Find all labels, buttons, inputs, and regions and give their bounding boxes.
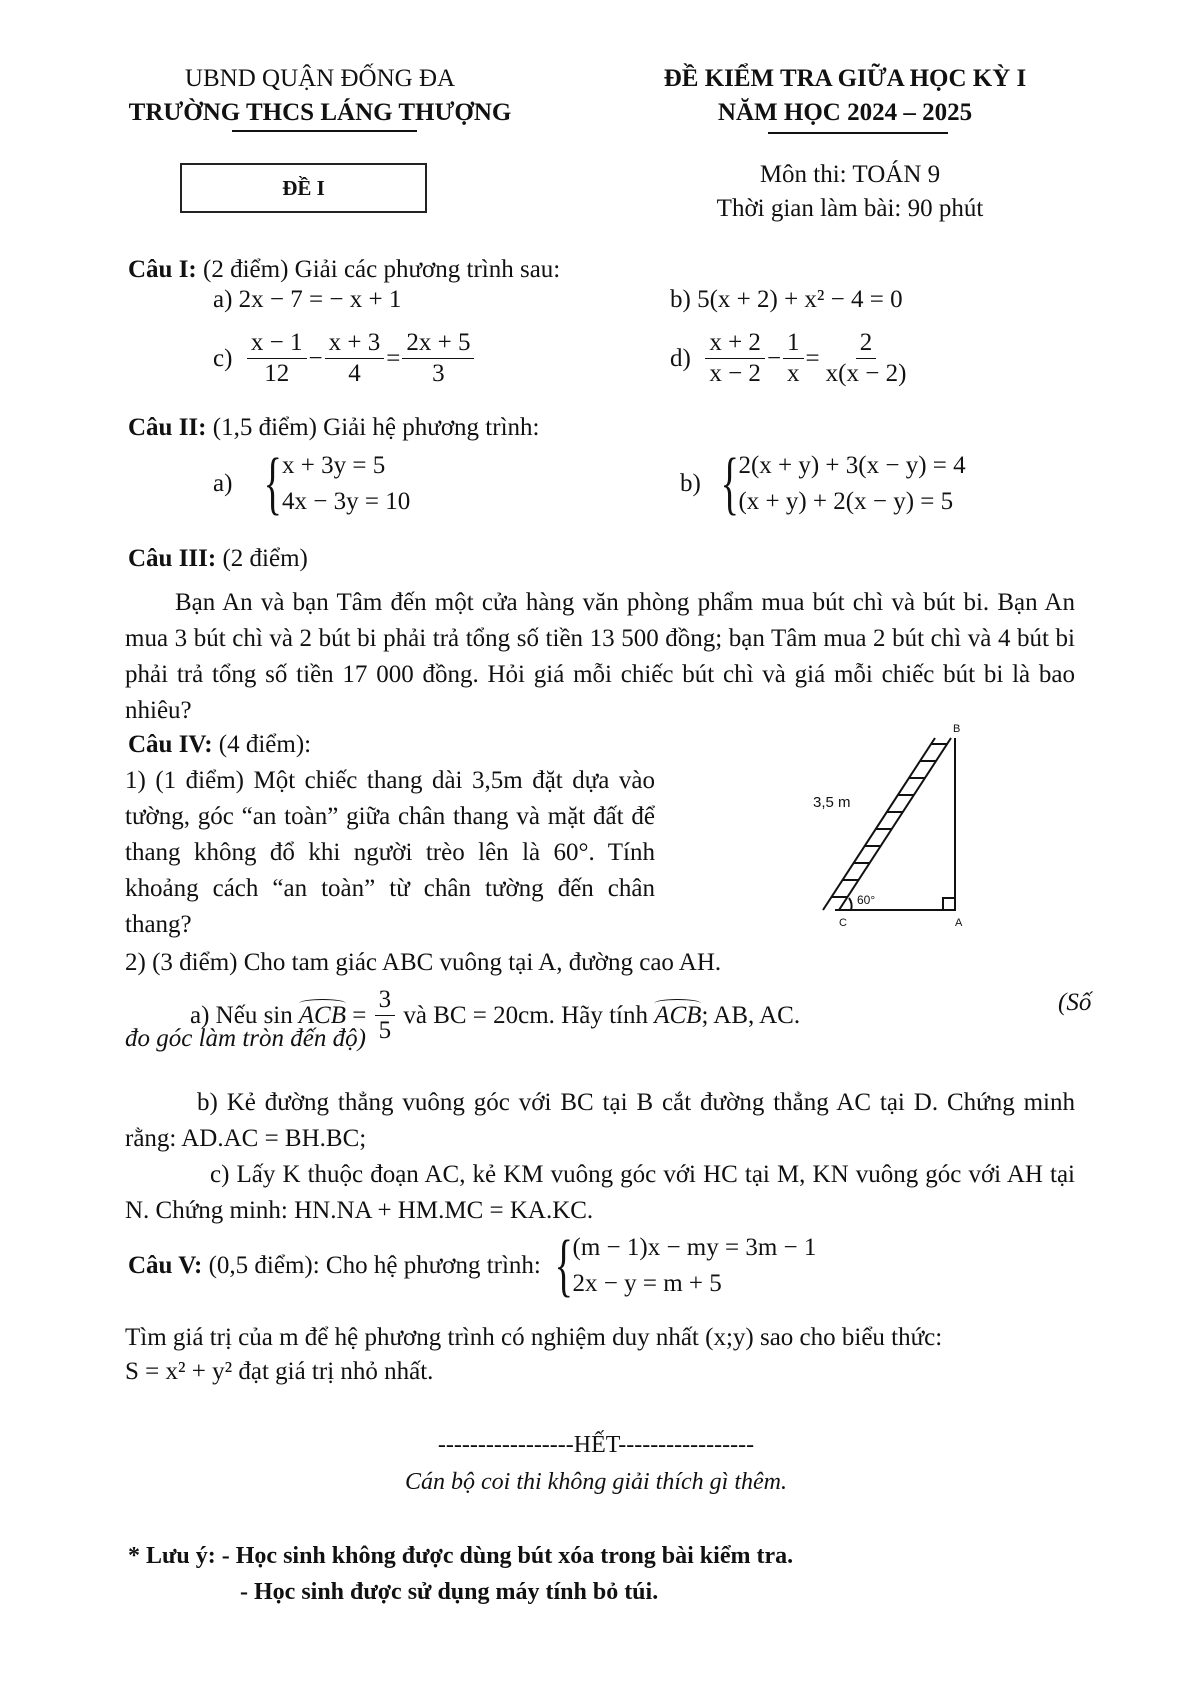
q2-title: Câu II: <box>128 414 207 441</box>
fraction <box>783 328 804 389</box>
q5-desc: (0,5 điểm): Cho hệ phương trình: <box>202 1252 541 1279</box>
numerator: 3 <box>375 985 396 1016</box>
equation-line: 2(x + y) + 3(x − y) = 4 <box>738 452 966 479</box>
q2-b-label: b) <box>680 470 701 497</box>
q4a-prefix: a) Nếu <box>190 1001 264 1029</box>
q4a-post: ; AB, AC. <box>701 1001 807 1029</box>
denominator: 3 <box>432 360 445 387</box>
q2-a-label: a) <box>213 470 233 497</box>
q4-part2-b: b) Kẻ đường thẳng vuông góc với BC tại B cắt đường thẳng AC tại D. Chứng minh rằng: AD.AC = BH.BC; <box>125 1089 1075 1152</box>
q1-a <box>213 286 401 314</box>
q3-title: Câu III: <box>128 545 217 572</box>
exam-code-box <box>180 163 427 213</box>
label-a: A <box>955 917 963 928</box>
header-right <box>620 62 1070 130</box>
time-label: Thời gian làm bài: 90 phút <box>716 195 984 222</box>
numerator: 1 <box>783 328 804 359</box>
q1-c-label: c) <box>213 344 233 372</box>
ladder-rail <box>823 738 935 910</box>
angle-acb: ACB <box>298 1001 346 1029</box>
fraction <box>705 328 765 389</box>
q1-heading <box>128 252 560 288</box>
angle-acb: ACB <box>654 1001 702 1029</box>
q1-d-label: d) <box>670 344 691 372</box>
equation-line: 2x − y = m + 5 <box>572 1270 722 1297</box>
equation-line: (x + y) + 2(x − y) = 5 <box>738 488 954 515</box>
label-c: C <box>839 917 847 928</box>
q1-a-expr: 2x − 7 = − x + 1 <box>238 286 402 313</box>
denominator: 12 <box>264 360 290 387</box>
q4-part2-a <box>190 985 806 1046</box>
exam-title: ĐỀ KIỂM TRA GIỮA HỌC KỲ I <box>663 65 1027 92</box>
header-left <box>110 62 530 130</box>
q1-d <box>670 328 912 389</box>
fraction <box>375 985 396 1046</box>
q4-part1: 1) (1 điểm) Một chiếc thang dài 3,5m đặt dựa vào tường, góc “an toàn” giữa chân thang và mặt đất để thang không đổ khi người trèo lên là 60°. Tính khoảng cách “an toàn” từ chân tường đến chân thang? <box>125 767 655 938</box>
school-underline <box>232 130 417 132</box>
exam-info <box>640 158 1060 226</box>
q4-part2: 2) (3 điểm) Cho tam giác ABC vuông tại A, đường cao AH. <box>125 949 722 976</box>
q5-title: Câu V: <box>128 1252 203 1279</box>
q5-heading <box>128 1227 817 1304</box>
q4-heading <box>128 727 311 763</box>
footer-note-1: * Lưu ý: - Học sinh không được dùng bút xóa trong bài kiểm tra. <box>128 1543 794 1569</box>
q5-text1: Tìm giá trị của m để hệ phương trình có nghiệm duy nhất (x;y) sao cho biểu thức: <box>125 1324 943 1351</box>
angle-arc <box>849 898 852 910</box>
operator: = <box>386 344 401 372</box>
fraction <box>402 328 474 389</box>
angle-label: 60° <box>857 893 876 907</box>
fraction <box>325 328 385 389</box>
q4a-note-text: (Số đo góc làm tròn đến độ) <box>125 989 1092 1052</box>
operator: = <box>345 1001 373 1029</box>
numerator: x − 1 <box>247 328 307 359</box>
q2-a <box>213 445 411 522</box>
school-year: NĂM HỌC 2024 – 2025 <box>717 99 973 126</box>
numerator: 2 <box>856 328 877 359</box>
numerator: x + 2 <box>705 328 765 359</box>
q1-b-expr: 5(x + 2) + x² − 4 = 0 <box>697 286 903 313</box>
end-note: Cán bộ coi thi không giải thích gì thêm. <box>405 1469 787 1495</box>
school-name: TRƯỜNG THCS LÁNG THƯỢNG <box>128 99 512 126</box>
denominator: x(x − 2) <box>825 360 907 387</box>
q2-desc: (1,5 điểm) Giải hệ phương trình: <box>206 414 540 441</box>
right-angle-mark <box>943 898 955 910</box>
exam-code: ĐỀ I <box>282 175 325 200</box>
brace-icon: { <box>554 1227 573 1304</box>
q3-heading <box>128 541 308 577</box>
operator: = <box>805 344 820 372</box>
ladder-figure <box>805 718 985 928</box>
q2-b <box>680 445 966 522</box>
fraction <box>822 328 911 389</box>
denominator: x − 2 <box>709 360 761 387</box>
q3-desc: (2 điểm) <box>216 545 308 572</box>
operator: − <box>308 344 323 372</box>
equation-line: (m − 1)x − my = 3m − 1 <box>572 1234 817 1261</box>
length-label: 3,5 m <box>813 794 851 811</box>
ladder-rail <box>839 738 951 910</box>
denominator: 4 <box>348 360 361 387</box>
q4a-middle: và BC = 20cm. Hãy tính <box>397 1001 655 1029</box>
q4-title: Câu IV: <box>128 731 213 758</box>
equation-line: x + 3y = 5 <box>282 452 386 479</box>
footer-note-2: - Học sinh được sử dụng máy tính bỏ túi. <box>240 1579 659 1605</box>
q1-b-label: b) <box>670 286 691 313</box>
q1-title: Câu I: <box>128 256 197 283</box>
operator: − <box>766 344 782 372</box>
label-b: B <box>953 723 961 735</box>
subject-label: Môn thi: TOÁN 9 <box>759 161 941 188</box>
district-name: UBND QUẬN ĐỐNG ĐA <box>184 65 456 92</box>
q1-b <box>670 286 903 314</box>
q1-desc: (2 điểm) Giải các phương trình sau: <box>196 256 561 283</box>
q1-c <box>213 328 476 389</box>
q4-part2-c: c) Lấy K thuộc đoạn AC, kẻ KM vuông góc với HC tại M, KN vuông góc với AH tại N. Chứng minh: HN.NA + HM.MC = KA.KC. <box>125 1161 1075 1224</box>
numerator: x + 3 <box>325 328 385 359</box>
fraction <box>247 328 307 389</box>
q2-heading <box>128 410 539 446</box>
end-marker: -----------------HẾT----------------- <box>437 1432 755 1458</box>
q1-a-label: a) <box>213 286 233 313</box>
q5-text2: S = x² + y² đạt giá trị nhỏ nhất. <box>125 1358 434 1385</box>
equation-line: 4x − 3y = 10 <box>282 488 411 515</box>
sin-label: sin <box>263 1001 293 1029</box>
denominator: x <box>787 360 800 387</box>
numerator: 2x + 5 <box>402 328 474 359</box>
q3-text: Bạn An và bạn Tâm đến một cửa hàng văn phòng phẩm mua bút chì và bút bi. Bạn An mua 3 bút chì và 2 bút bi phải trả tổng số tiền 13 500 đồng; bạn Tâm mua 2 bút chì và 4 bút bi phải trả tổng số tiền 17 000 đồng. Hỏi giá mỗi chiếc bút chì và giá mỗi chiếc bút bi là bao nhiêu? <box>125 589 1075 724</box>
brace-icon: { <box>720 445 739 522</box>
year-underline <box>768 132 948 134</box>
q4-desc: (4 điểm): <box>212 731 312 758</box>
denominator: 5 <box>378 1017 392 1044</box>
brace-icon: { <box>263 445 283 522</box>
